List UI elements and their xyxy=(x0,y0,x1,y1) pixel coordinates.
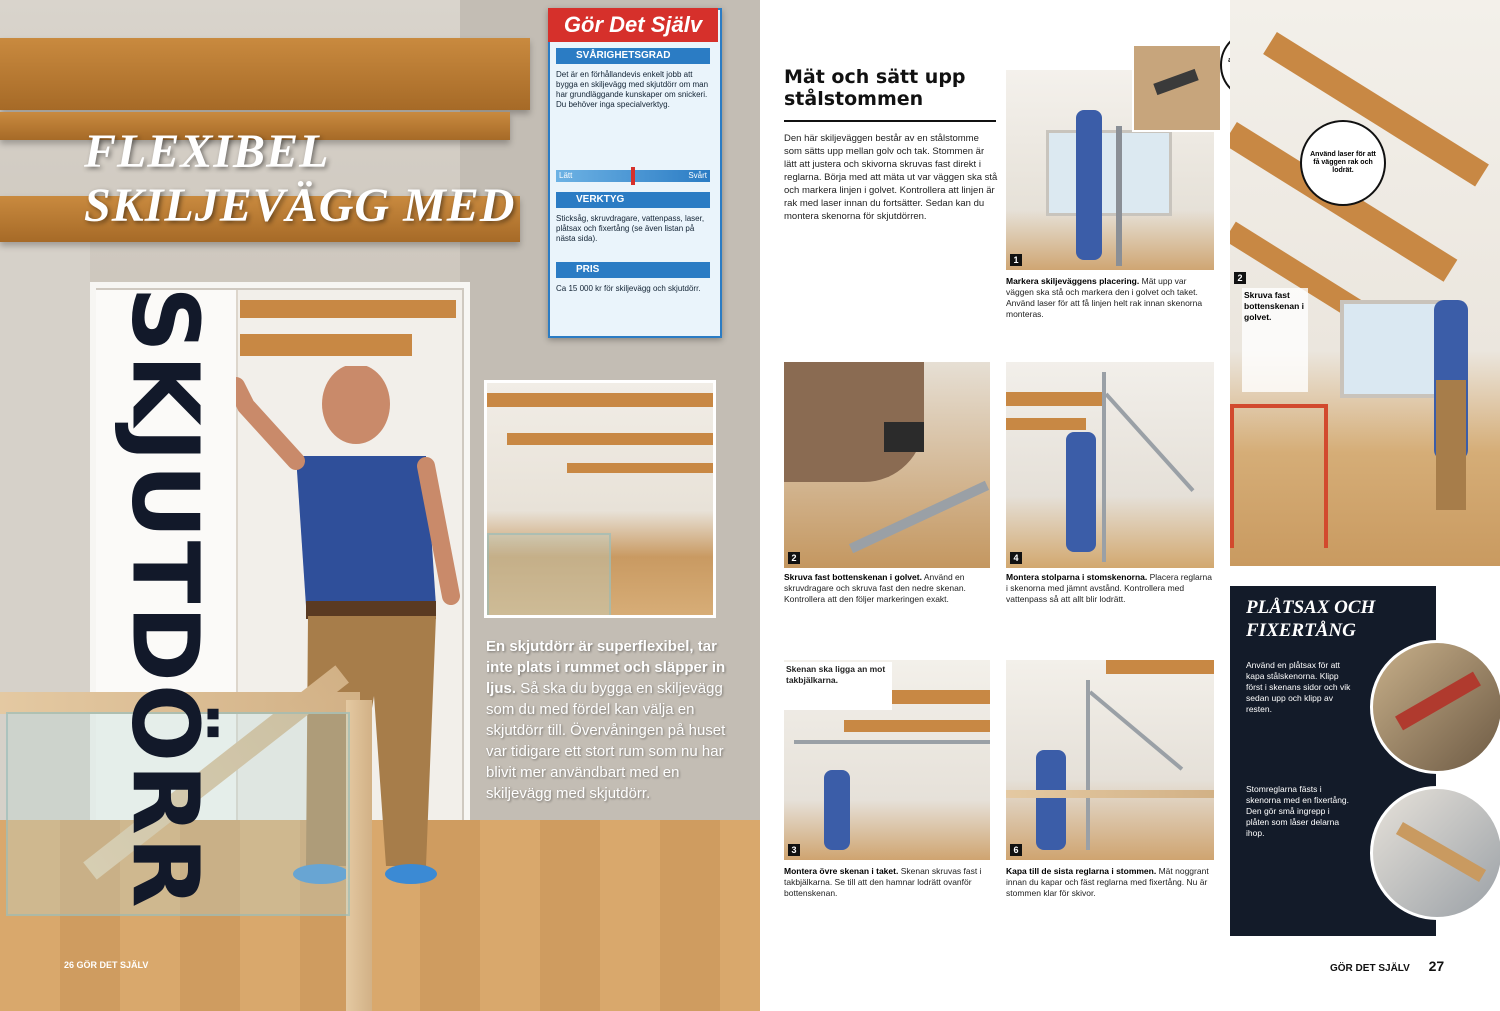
fact-text-tools: Sticksåg, skruvdragare, vattenpass, laser, plåtsax och fixertång (se även listan på nästa sida). xyxy=(556,214,705,243)
article-title-vertical: SKJUTDÖRR xyxy=(111,286,219,910)
fact-heading-tools: VERKTYG xyxy=(556,192,710,208)
right-heading-line2: stålstommen xyxy=(784,88,924,110)
left-folio xyxy=(64,960,148,970)
fixer-tool-photo xyxy=(1370,786,1500,920)
step-1-detail-photo xyxy=(1132,44,1222,132)
right-folio xyxy=(1330,958,1444,974)
step-2-caption xyxy=(784,572,990,646)
step-1-caption xyxy=(1006,276,1214,340)
step-6-title: Kapa till de sista reglarna i stommen. xyxy=(1006,866,1157,876)
step-4-title: Montera stolparna i stomskenorna. xyxy=(1006,572,1148,582)
right-folio-label: GÖR DET SJÄLV xyxy=(1330,963,1410,974)
fact-text-difficulty: Det är en förhållandevis enkelt jobb att bygga en skiljevägg med skjutdörr om man har grundläggande kunskaper om snickeri. Du behöver inga specialverktyg. xyxy=(556,70,709,109)
step-6-photo xyxy=(1006,660,1214,860)
right-body-text: Den här skiljeväggen består av en stålstomme som sätts upp mellan golv och tak. Stommen är lätt att justera och skivorna skruvas fast direkt i reglarna. Börja med att mäta ut var väggen ska stå och markera linjen i golvet. Kontrollera att linjen är rak med laser innan du fortsätter. Sedan kan du montera skenorna för skjutdörren. xyxy=(784,133,998,222)
fact-heading-price: PRIS xyxy=(556,262,710,278)
ceiling-beam xyxy=(0,38,530,110)
right-heading xyxy=(784,66,994,110)
article-title-line1: FLEXIBEL xyxy=(84,125,330,178)
step-2-photo xyxy=(1230,0,1500,566)
difficulty-scale xyxy=(556,170,710,182)
step-3-title: Montera övre skenan i taket. xyxy=(784,866,899,876)
step-2-top-caption xyxy=(1242,288,1308,392)
article-title-line2: SKILJEVÄGG MED xyxy=(84,179,516,232)
step-2-mid-badge: 2 xyxy=(788,552,800,564)
room-inset-photo xyxy=(484,380,716,618)
tip-bubble: Använd laser för att få väggen rak och lodrät. xyxy=(1300,120,1386,206)
inner-beam xyxy=(240,334,412,356)
step-3-text: Skenan skruvas fast i takbjälkarna. Se till att den hamnar lodrätt ovanför bottenskenan. xyxy=(784,866,982,898)
tool-text-2: Stomreglarna fästs i skenorna med en fixertång. Den gör små ingrepp i plåten som låser delarna ihop. xyxy=(1246,784,1350,838)
step-2-badge: 2 xyxy=(1234,272,1246,284)
right-page-number: 27 xyxy=(1428,958,1445,974)
step-4-text: Placera reglarna i skenorna med jämnt avstånd. Kontrollera med vattenpass så att allt blir lodrätt. xyxy=(1006,572,1212,604)
step-1-title: Markera skiljeväggens placering. xyxy=(1006,276,1140,286)
step-3-badge: 3 xyxy=(788,844,800,856)
intro-body: Så ska du bygga en skiljevägg som du med fördel kan välja en skjutdörr till. Övervåningen på huset var tidigare ett stort rum som nu har blivit mer användbart med en skiljevägg med skjutdörr. xyxy=(486,680,726,802)
step-1-text: Mät upp var väggen ska stå och markera den i golvet och taket. Använd laser för att få linjen helt rak innan skenorna monteras. xyxy=(1006,276,1203,319)
scale-max-label: Svårt xyxy=(688,171,707,180)
step-6-text: Mät noggrant innan du kapar och fäst reglarna med fixertång. Nu är stommen klar för skivor. xyxy=(1006,866,1209,898)
step-2-top-title: Skruva fast bottenskenan i golvet. xyxy=(1244,290,1304,322)
small-note: Skenan ska ligga an mot takbjälkarna. xyxy=(784,662,892,710)
step-2-drill-photo xyxy=(784,362,990,568)
step-2-text: Använd en skruvdragare och skruva fast den nedre skenan. Kontrollera att den följer markeringen exakt. xyxy=(784,572,966,604)
step-4-badge: 4 xyxy=(1010,552,1022,564)
step-6-badge: 6 xyxy=(1010,844,1022,856)
heading-rule xyxy=(784,120,996,122)
left-page-number: 26 xyxy=(64,960,75,970)
intro-text xyxy=(486,636,726,804)
step-3-caption xyxy=(784,866,990,936)
intro-lead: En skjutdörr är superflexibel, tar inte plats i rummet och släpper in ljus. xyxy=(486,638,726,697)
tool-title-line2: FIXERTÅNG xyxy=(1246,620,1356,641)
brand-tag: Gör Det Själv xyxy=(548,8,718,42)
tool-title-line1: PLÅTSAX OCH xyxy=(1246,597,1376,618)
fact-text-price: Ca 15 000 kr för skiljevägg och skjutdörr. xyxy=(556,284,701,293)
inner-beam xyxy=(240,300,456,318)
tin-snips-photo xyxy=(1370,640,1500,774)
left-folio-label: GÖR DET SJÄLV xyxy=(76,960,149,970)
step-1-badge: 1 xyxy=(1010,254,1022,266)
right-heading-line1: Mät och sätt upp xyxy=(784,66,966,88)
fact-heading-difficulty: SVÅRIGHETSGRAD xyxy=(556,48,710,64)
tool-box-title xyxy=(1246,596,1416,642)
tool-text-1: Använd en plåtsax för att kapa stålskenorna. Klipp först i skenans sidor och vik sedan upp och klipp av resten. xyxy=(1246,660,1351,714)
step-4-photo xyxy=(1006,362,1214,568)
step-2-title: Skruva fast bottenskenan i golvet. xyxy=(784,572,922,582)
difficulty-marker xyxy=(631,167,635,185)
step-4-caption xyxy=(1006,572,1214,646)
scale-min-label: Lätt xyxy=(559,171,573,180)
step-6-caption xyxy=(1006,866,1214,936)
